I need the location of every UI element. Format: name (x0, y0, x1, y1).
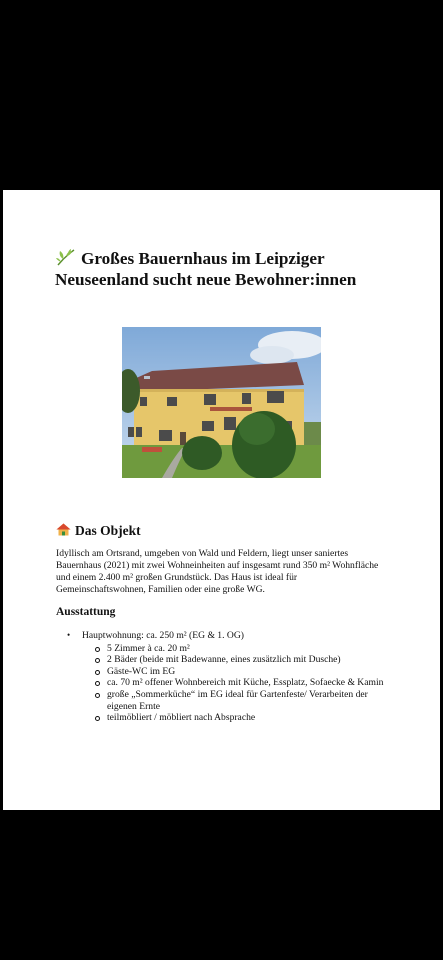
sub-list-item: 5 Zimmer à ca. 20 m² (82, 643, 397, 655)
section-heading-objekt (56, 523, 141, 539)
ausstattung-list (67, 630, 397, 724)
list-item (67, 630, 397, 724)
document-page (3, 190, 440, 810)
farmhouse-photo (122, 327, 321, 478)
ausstattung-heading: Ausstattung (56, 606, 116, 618)
description-paragraph: Idyllisch am Ortsrand, umgeben von Wald und Feldern, liegt unser saniertes Bauernhaus (2021) mit zwei Wohneinheiten auf insgesamt rund 350 m² Wohnfläche und einem 2.400 m² großen Grundstück. Das Haus ist ideal für Gemeinschaftswohnen, Familien oder eine große WG. (56, 548, 379, 595)
leaf-icon (55, 248, 77, 266)
sub-list-item: große „Sommerküche“ im EG ideal für Gartenfeste/ Verarbeiten der eigenen Ernte (82, 689, 397, 712)
sub-list-item: ca. 70 m² offener Wohnbereich mit Küche, Essplatz, Sofaecke & Kamin (82, 677, 397, 689)
house-icon (56, 523, 71, 536)
sub-list-item: 2 Bäder (beide mit Badewanne, eines zusätzlich mit Dusche) (82, 654, 397, 666)
title-text: Großes Bauernhaus im Leipziger Neuseenland sucht neue Bewohner:innen (55, 249, 357, 289)
list-item-label: Hauptwohnung: ca. 250 m² (EG & 1. OG) (82, 630, 244, 641)
sub-list-item: teilmöbliert / möbliert nach Absprache (82, 712, 397, 724)
document-title (55, 248, 405, 290)
section-heading-text: Das Objekt (75, 523, 141, 538)
sub-list-item: Gäste-WC im EG (82, 666, 397, 678)
sub-list (82, 643, 397, 724)
